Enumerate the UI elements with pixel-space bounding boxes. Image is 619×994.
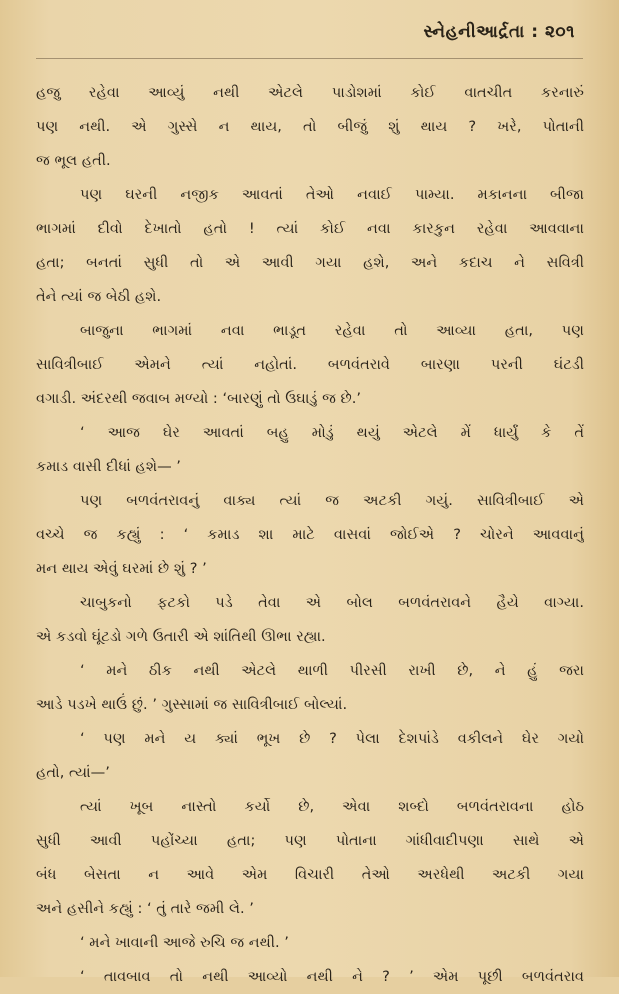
text-line: આડે પડખે થાઉં છું. ’ ગુસ્સામાં જ સાવિત્રીબાઈ બોલ્યાં. (36, 696, 348, 713)
text-line: અને હસીને કહ્યું : ‘ તું તારે જમી લે. ’ (36, 900, 254, 917)
text-line: સાવિત્રીબાઈ એમને ત્યાં નહોતાં. બળવંતરાવે બારણા પરની ઘંટડી (36, 356, 584, 373)
text-line: ત્યાં ખૂબ નાસ્તો કર્યો છે, એવા શબ્દો બળવંતરાવના હોઠ (80, 798, 584, 815)
text-line: ‘ મને ખાવાની આજે રુચિ જ નથી. ’ (80, 934, 289, 951)
header-rule (36, 58, 583, 59)
text-line: પણ બળવંતરાવનું વાક્ય ત્યાં જ અટકી ગયું. સાવિત્રીબાઈ એ (80, 492, 584, 509)
text-line: પણ નથી. એ ગુસ્સે ન થાય, તો બીજું શું થાય ? ખરે, પોતાની (36, 118, 584, 135)
text-line: પણ ઘરની નજીક આવતાં તેઓ નવાઈ પામ્યા. મકાનના બીજા (80, 186, 584, 203)
body-text (36, 76, 584, 994)
text-line: વગાડી. અંદરથી જવાબ મળ્યો : ‘બારણું તો ઉઘાડું જ છે.’ (36, 390, 362, 407)
text-line: કમાડ વાસી દીધાં હશે— ’ (36, 458, 181, 475)
text-line: તેને ત્યાં જ બેઠી હશે. (36, 288, 162, 305)
running-header: સ્નેહનીઆર્દ્રતા : ૨૦૧ (423, 22, 575, 42)
text-line: ‘ તાવબાવ તો નથી આવ્યો નથી ને ? ’ એમ પૂછી બળવંતરાવ (80, 968, 584, 985)
text-line: હતા; બનતાં સુધી તો એ આવી ગયા હશે, અને કદાચ ને સવિત્રી (36, 254, 584, 271)
text-line: ‘ આજ ઘેર આવતાં બહુ મોડું થયું એટલે મેં ધાર્યું કે તેં (80, 424, 584, 441)
text-line: ચાબુકનો ફટકો પડે તેવા એ બોલ બળવંતરાવને હૈયે વાગ્યા. (80, 594, 584, 611)
text-line: મન થાય એવું ઘરમાં છે શું ? ’ (36, 560, 207, 577)
text-line: બંધ બેસતા ન આવે એમ વિચારી તેઓ અરધેથી અટકી ગયા (36, 866, 584, 883)
text-line: જ ભૂલ હતી. (36, 152, 111, 169)
text-line: એ કડવો ઘૂંટડો ગળે ઉતારી એ શાંતિથી ઊભા રહ્યા. (36, 628, 326, 645)
text-line: હતો, ત્યાં—’ (36, 764, 110, 781)
text-line: વચ્ચે જ કહ્યું : ‘ કમાડ શા માટે વાસવાં જોઈએ ? ચોરને આવવાનું (36, 526, 584, 543)
text-line: ‘ મને ઠીક નથી એટલે થાળી પીરસી રાખી છે, ને હું જરા (80, 662, 584, 679)
text-line: સુધી આવી પહોંચ્યા હતા; પણ પોતાના ગાંધીવાદીપણા સાથે એ (36, 832, 584, 849)
text-line: ‘ પણ મને ય ક્યાં ભૂખ છે ? પેલા દેશપાંડે વકીલને ઘેર ગયો (80, 730, 584, 747)
text-line: બાજુના ભાગમાં નવા ભાડૂત રહેવા તો આવ્યા હતા, પણ (80, 322, 584, 339)
text-line: ભાગમાં દીવો દેખાતો હતો ! ત્યાં કોઈ નવા કારકુન રહેવા આવવાના (36, 220, 584, 237)
text-line: હજુ રહેવા આવ્યું નથી એટલે પાડોશમાં કોઈ વાતચીત કરનારું (36, 84, 584, 101)
